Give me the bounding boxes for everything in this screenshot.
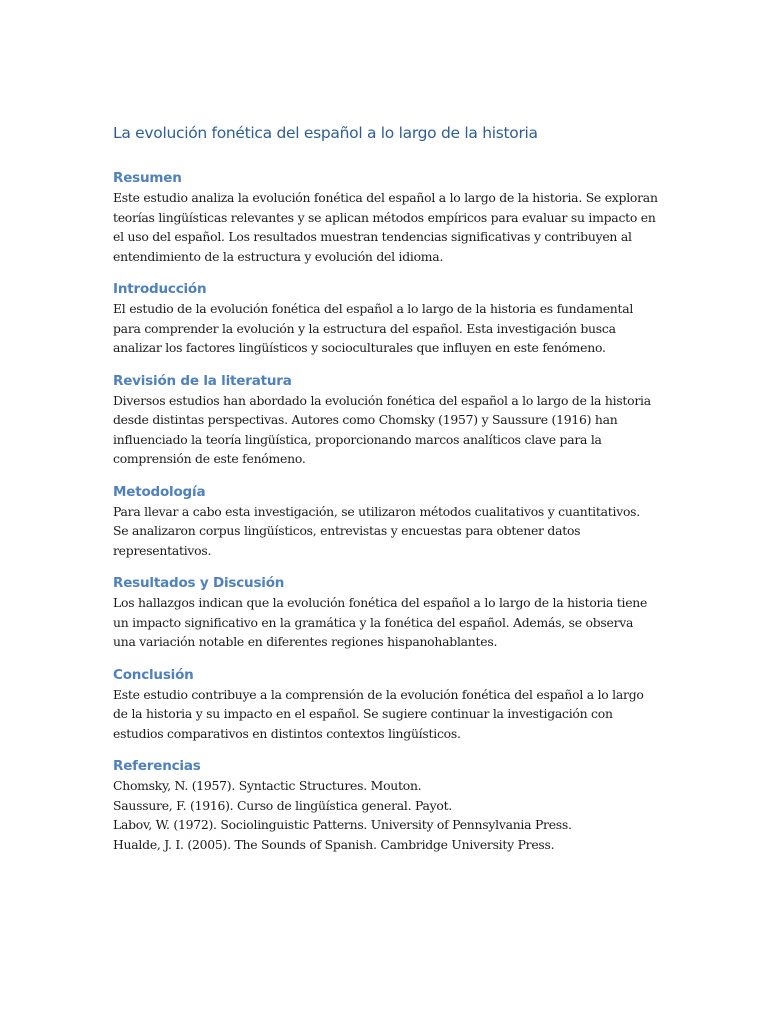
section-heading: Referencias <box>113 758 201 774</box>
section-metodologia <box>113 482 658 561</box>
document-page <box>113 118 658 867</box>
section-heading: Resumen <box>113 170 182 186</box>
section-revision-literatura <box>113 371 658 469</box>
reference-item: Hualde, J. I. (2005). The Sounds of Spanish. Cambridge University Press. <box>113 836 555 852</box>
reference-item: Labov, W. (1972). Sociolinguistic Patterns. University of Pennsylvania Press. <box>113 817 572 832</box>
section-introduccion <box>113 279 658 358</box>
section-resumen <box>113 168 658 266</box>
section-body: Este estudio contribuye a la comprensión de la evolución fonética del español a lo largo de la historia y su impacto en el español. Se sugiere continuar la investigación con estudios comparativos en distintos contextos lingüísticos. <box>113 686 644 741</box>
reference-list <box>113 776 658 854</box>
section-conclusion <box>113 665 658 744</box>
document-title: La evolución fonética del español a lo largo de la historia <box>113 124 538 142</box>
section-body: Diversos estudios han abordado la evolución fonética del español a lo largo de la historia desde distintas perspectivas. Autores como Chomsky (1957) y Saussure (1916) han influenciado la teoría lingüística, proporcionando marcos analíticos clave para la comprensión de este fenómeno. <box>113 392 651 466</box>
section-heading: Revisión de la literatura <box>113 372 292 389</box>
section-body: Los hallazgos indican que la evolución fonética del español a lo largo de la historia tiene un impacto significativo en la gramática y la fonética del español. Además, se observa una variación notable en diferentes regiones hispanohablantes. <box>113 595 648 649</box>
section-resultados-discusion <box>113 573 658 652</box>
section-heading: Conclusión <box>113 666 194 683</box>
section-body: Para llevar a cabo esta investigación, se utilizaron métodos cualitativos y cuantitativos. Se analizaron corpus lingüísticos, entrevistas y encuestas para obtener datos representativos. <box>113 503 640 558</box>
section-heading: Introducción <box>113 281 207 297</box>
reference-item: Saussure, F. (1916). Curso de lingüística general. Payot. <box>113 797 453 813</box>
reference-item: Chomsky, N. (1957). Syntactic Structures. Mouton. <box>113 778 422 793</box>
section-body: El estudio de la evolución fonética del español a lo largo de la historia es fundamental para comprender la evolución y la estructura del español. Esta investigación busca analizar los factores lingüísticos y socioculturales que influyen en este fenómeno. <box>113 301 634 355</box>
section-heading: Resultados y Discusión <box>113 575 285 591</box>
section-referencias <box>113 756 658 854</box>
section-body: Este estudio analiza la evolución fonética del español a lo largo de la historia. Se exploran teorías lingüísticas relevantes y se aplican métodos empíricos para evaluar su impacto en el uso del español. Los resultados muestran tendencias significativas y contribuyen al entendimiento de la estructura y evolución del idioma. <box>113 190 658 264</box>
section-heading: Metodología <box>113 483 206 500</box>
